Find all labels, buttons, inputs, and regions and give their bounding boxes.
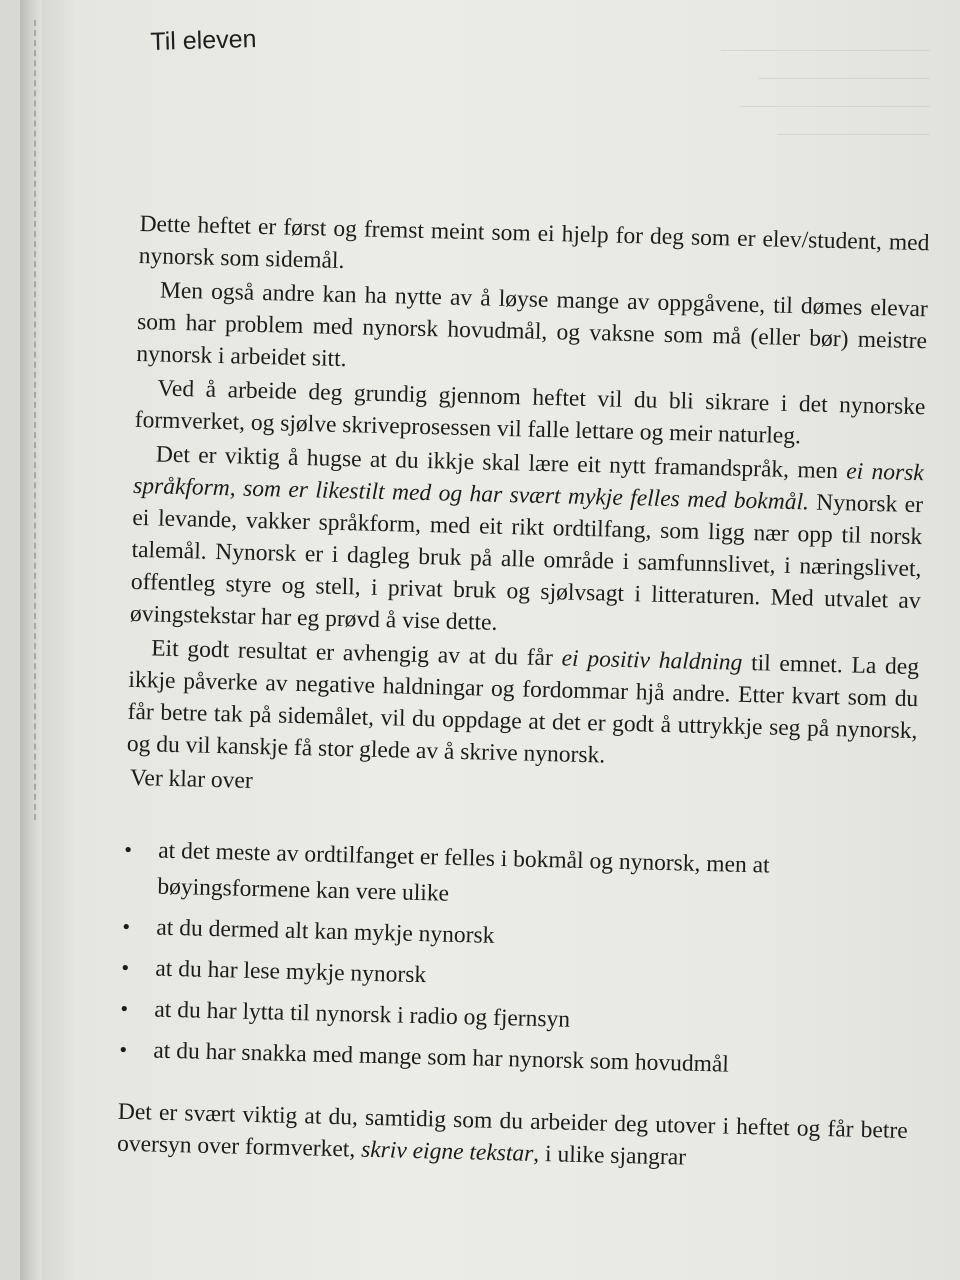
page-heading: Til eleven bbox=[150, 25, 257, 56]
bullet-icon: • bbox=[124, 836, 133, 862]
closing-paragraph bbox=[117, 1096, 908, 1179]
bullet-list bbox=[119, 832, 915, 1087]
paragraph-4-text-start: Det er viktig å hugse at du ikkje skal lære eit nytt framandspråk, men bbox=[155, 441, 847, 485]
body-text bbox=[117, 208, 930, 1181]
closing-text-start: Det er svært viktig at du, samtidig som du arbeider deg utover i heftet og får betre oversyn over formverket, bbox=[116, 1098, 908, 1163]
closing-text-end: , i ulike sjangrar bbox=[533, 1140, 687, 1171]
paragraph-4-text-end: Nynorsk er ei levande, vakker språkform, med eit rikt ordtilfang, som ligg nær opp til norsk talemål. Nynorsk er i dagleg bruk på alle område i samfunnslivet, i næringslivet, offentleg styre og stell, i privat bruk og sjølvsagt i litteraturen. Med utvalet av øvingstekstar har eg prøvd å vise dette. bbox=[129, 489, 924, 636]
paragraph-5-text-end: til emnet. La deg ikkje påverke av negative haldningar og fordommar hjå andre. Etter kvart som du får betre tak på sidemålet, vil du oppdage at det er godt å uttrykkje seg på nynorsk, og du vil kanskje få stor glede av å skrive nynorsk. bbox=[126, 649, 920, 769]
list-item-text: at det meste av ordtilfanget er felles i bokmål og nynorsk, men at bøyingsformene kan vere ulike bbox=[157, 837, 770, 907]
list-item bbox=[123, 832, 915, 923]
paragraph-4-emphasis: ei norsk språkform, som er likestilt med og har svært mykje felles med bokmål. bbox=[132, 458, 925, 516]
paragraph-2: Men også andre kan ha nytte av å løyse mange av oppgåvene, til dømes elevar som har problem med nynorsk hovudmål, og vaksne som må (eller bør) meistre nynorsk i arbeidet sitt. bbox=[136, 277, 929, 373]
bullet-icon: • bbox=[121, 954, 130, 980]
paragraph-5 bbox=[127, 632, 920, 779]
paragraph-5-emphasis: ei positiv haldning bbox=[561, 645, 743, 676]
paragraph-3: Ved å arbeide deg grundig gjennom heftet vil du bli sikrare i det nynorske formverket, og sjølve skriveprosessen vil falle lettare og meir naturleg. bbox=[134, 375, 926, 450]
paragraph-1: Dette heftet er først og fremst meint som ei hjelp for deg som er elev/student, med nynorsk som sidemål. bbox=[138, 210, 930, 275]
bullet-icon: • bbox=[122, 913, 131, 939]
page-binding bbox=[20, 0, 42, 1280]
paragraph-5-text-start: Eit godt resultat er avhengig av at du får bbox=[150, 635, 562, 672]
list-item-text: at du har snakka med mange som har nynorsk som hovudmål bbox=[153, 1037, 730, 1078]
list-item-text: at du har lese mykje nynorsk bbox=[155, 955, 427, 989]
binding-stitch bbox=[34, 20, 36, 820]
paragraph-4 bbox=[130, 438, 924, 649]
list-item-text: at du har lytta til nynorsk i radio og fjernsyn bbox=[154, 996, 571, 1033]
closing-emphasis: skriv eigne tekstar bbox=[360, 1136, 534, 1167]
bullet-icon: • bbox=[120, 995, 129, 1021]
list-lead: Ver klar over bbox=[129, 764, 254, 794]
book-page bbox=[20, 0, 960, 1280]
bullet-icon: • bbox=[119, 1036, 128, 1062]
bleed-through-decoration: ——————————— ————————— —————————— ———————— bbox=[721, 39, 930, 144]
list-item-text: at du dermed alt kan mykje nynorsk bbox=[156, 914, 495, 949]
